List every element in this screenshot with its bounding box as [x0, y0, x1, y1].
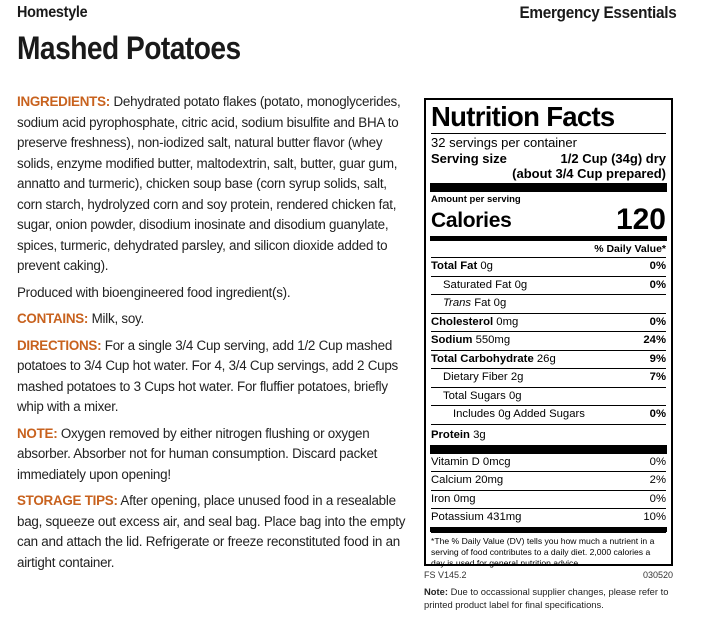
nutrient-label: Total Carbohydrate — [431, 352, 534, 365]
note-section — [17, 424, 412, 486]
nutrient-label: Cholesterol — [431, 315, 494, 328]
nutrient-row-added-sugars — [431, 406, 666, 425]
calories-value: 120 — [615, 203, 666, 236]
calories-label: Calories — [431, 209, 512, 232]
nutrient-dv: 24% — [643, 334, 666, 346]
nutrient-row-trans-fat — [431, 295, 666, 314]
nutrient-amount: 0g — [480, 260, 493, 272]
serving-size-label: Serving size — [431, 151, 507, 166]
nutrient-label: Total Sugars — [443, 389, 506, 402]
nutrient-label: Dietary Fiber — [443, 371, 508, 383]
ingredients-section — [17, 92, 412, 277]
nutrient-amount: 0g — [493, 297, 507, 309]
nutrient-label: Total Fat — [431, 260, 478, 272]
nutrient-row-protein — [431, 425, 666, 445]
product-title: Mashed Potatoes — [17, 30, 241, 66]
nutrient-row-vitamin-d — [431, 454, 666, 473]
nutrient-row-potassium — [431, 509, 666, 527]
servings-per-container: 32 servings per container — [431, 133, 666, 151]
nutrient-row-total-sugars — [431, 388, 666, 407]
divider-thick — [430, 183, 667, 192]
contains-text: Milk, soy. — [91, 311, 144, 326]
storage-text: After opening, place unused food in a resealable bag, squeeze out excess air, and seal bag. Place bag into the empty can and attach the lid. Refrigerate or freeze reconstituted food in an airtight container. — [17, 493, 406, 570]
nutrition-facts-panel — [424, 98, 673, 566]
product-subtitle: Homestyle — [17, 4, 88, 21]
nutrient-row-iron — [431, 491, 666, 510]
nutrient-dv: 0% — [649, 260, 666, 272]
nutrient-amount: 0g — [514, 278, 528, 291]
label-codes — [424, 570, 673, 580]
nutrient-row-total-carbohydrate — [431, 351, 666, 370]
version-code: FS V145.2 — [424, 570, 467, 580]
nutrient-dv: 2% — [649, 474, 666, 486]
directions-label: DIRECTIONS: — [17, 337, 102, 353]
nutrient-dv: 7% — [649, 371, 666, 383]
divider-medium — [430, 236, 667, 241]
nutrient-label: Calcium — [431, 474, 472, 486]
nutrient-amount: 431mg — [486, 511, 522, 523]
nutrient-amount: 0mcg — [482, 455, 511, 468]
nutrient-amount: 26g — [536, 352, 556, 365]
nutrient-amount: 0g — [508, 389, 522, 402]
nutrient-amount: 550mg — [475, 334, 511, 346]
nutrient-dv: 0% — [649, 492, 666, 505]
nutrient-label: Potassium — [431, 511, 484, 523]
brand-name: Emergency Essentials — [518, 3, 676, 22]
nutrient-dv: 0% — [649, 455, 666, 468]
nutrient-label-suffix: Fat — [474, 297, 491, 309]
ingredients-text: Dehydrated potato flakes (potato, monoglycerides, sodium acid pyrophosphate, citric acid, sodium bisulfite and BHA to preserve freshness), non-iodized salt, natural butter flavor (whey solids, enzyme modified butter, maltodextrin, salt, butter, guar gum, annatto and turmeric), chicken soup base (corn syrup solids, salt, corn starch, hydrolyzed corn and soy protein, rendered chicken fat, sugar, onion powder, disodium inosinate and disodium guanylate, spices, turmeric, dehydrated parsley, and silicon dioxide added to prevent caking). — [17, 94, 401, 273]
note-text: Oxygen removed by either nitrogen flushing or oxygen absorber. Absorber not for human consumption. Discard packet immediately upon opening! — [17, 425, 378, 482]
daily-value-header: % Daily Value* — [431, 242, 666, 258]
nutrient-row-dietary-fiber — [431, 369, 666, 388]
nutrient-dv: 0% — [649, 408, 666, 420]
supplier-note-label: Note: — [424, 586, 448, 597]
directions-section — [17, 336, 412, 418]
directions-text: For a single 3/4 Cup serving, add 1/2 Cup mashed potatoes to 3/4 Cup hot water. For 4, 3/4 Cup servings, add 2 Cups mashed potatoes to 3 Cups hot water. For fluffier potatoes, briefly whip with a mixer. — [17, 337, 398, 414]
nutrient-label: Trans — [443, 297, 472, 309]
nutrient-label: Sodium — [431, 334, 473, 346]
nutrient-dv: 10% — [643, 511, 666, 523]
daily-value-footnote: *The % Daily Value (DV) tells you how much a nutrient in a serving of food contributes to a daily diet. 2,000 calories a day is used for general nutrition advice. — [431, 532, 666, 569]
nutrient-row-saturated-fat — [431, 277, 666, 296]
nutrient-label: Protein — [431, 428, 470, 441]
note-label: NOTE: — [17, 425, 58, 441]
contains-label: CONTAINS: — [17, 311, 89, 326]
product-info-column — [17, 92, 412, 579]
nutrient-row-sodium — [431, 332, 666, 351]
contains-section — [17, 309, 412, 330]
nutrient-label: Iron — [431, 492, 451, 505]
nutrient-label: Saturated Fat — [443, 278, 512, 291]
serving-size-value: 1/2 Cup (34g) dry — [560, 151, 666, 166]
nutrient-row-total-fat — [431, 258, 666, 277]
nutrient-label: Includes 0g Added Sugars — [453, 408, 585, 420]
nutrient-dv: 0% — [649, 278, 666, 291]
supplier-note — [424, 586, 684, 611]
nutrient-row-cholesterol — [431, 314, 666, 333]
bioengineered-statement: Produced with bioengineered food ingredient(s). — [17, 284, 291, 300]
nutrient-dv: 0% — [649, 315, 666, 328]
ingredients-label: INGREDIENTS: — [17, 94, 110, 109]
nutrient-amount: 0mg — [453, 492, 476, 505]
nutrition-facts-title: Nutrition Facts — [431, 101, 615, 132]
nutrient-row-calcium — [431, 472, 666, 491]
serving-size-prepared: (about 3/4 Cup prepared) — [512, 166, 666, 181]
nutrient-dv: 9% — [649, 352, 666, 365]
nutrient-amount: 2g — [510, 371, 524, 383]
nutrient-amount: 3g — [473, 428, 486, 441]
supplier-note-text: Due to occassional supplier changes, please refer to printed product label for final specifications. — [424, 586, 669, 610]
storage-label: STORAGE TIPS: — [17, 493, 118, 508]
nutrient-label: Vitamin D — [431, 455, 480, 468]
nutrient-amount: 20mg — [474, 474, 504, 486]
calories-row — [431, 203, 666, 236]
amount-per-serving: Amount per serving — [431, 194, 521, 205]
divider-thick — [430, 445, 667, 454]
serving-size-row — [431, 151, 666, 166]
storage-section — [17, 491, 412, 573]
nutrient-amount: 0mg — [496, 315, 519, 328]
date-code: 030520 — [642, 570, 673, 580]
